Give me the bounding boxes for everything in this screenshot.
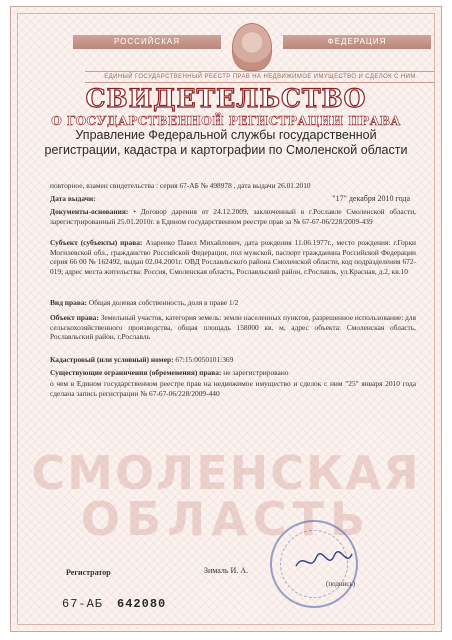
object-text: Земельный участок, категория земель: земли населенных пунктов, разрешенное использование: для сельскохозяйственного производства, общая площадь 158000 кв. м, адрес объекта: Смоленская область, Рославльский район, г.Рославль (50, 313, 416, 342)
registry-record-text: о чем в Едином государственном реестре прав на недвижимое имущество и сделок с ним "25" января 2010 года сделана запись регистрации № 67-67-06/228/2009-440 (50, 379, 416, 398)
subject-label: Субъект (субъекты) права: (50, 238, 143, 247)
documents-label: Документы-основания: (50, 207, 129, 216)
registrar-label: Регистратор (66, 568, 111, 577)
object-section (50, 313, 416, 342)
subject-text: Азаренко Павел Михайлович, дата рождения 11.06.1977г., место рождения: г.Горки Могилевской обл., гражданство Российской Федерации, пол мужской, паспорт гражданина Российской Федерации серия 66 00 № 162492, выдан 02.04.2001г. ОВД Рославльского района Смоленской области, код подразделения 672-019; адрес места жительства: Россия, Смоленская область, Рославльский район, г.Рославль, ул.Красная, д.2, кв.10 (50, 238, 416, 276)
repeat-issue-line: повторное, взамен свидетельства : серия 67-АБ № 498978 , дата выдачи 26.01.2010 (50, 181, 311, 190)
right-type-section (50, 298, 416, 308)
documents-section (50, 207, 416, 226)
document-title: СВИДЕТЕЛЬСТВО (85, 84, 367, 113)
watermark-line-1: СМОЛЕНСКАЯ (31, 446, 421, 500)
serial-series: 67-АБ (62, 597, 104, 611)
cadastral-label: Кадастровый (или условный) номер: (50, 355, 174, 364)
signature-mark (294, 548, 354, 574)
restrictions-text: не зарегистрировано (223, 368, 289, 377)
right-type-label: Вид права: (50, 298, 87, 307)
cadastral-number: 67:15:0050101:369 (175, 355, 234, 364)
cadastral-section (50, 355, 416, 365)
issuing-authority: Управление Федеральной службы государственной регистрации, кадастра и картографии по Смоленской области (44, 128, 408, 157)
documents-text: • Договор дарения от 24.12.2009, заключенный в г.Рославле Смоленской области, зарегистрированный 25.01.2010г. в Едином государственном реестре прав за № 67-67-06/228/2009-439 (50, 207, 416, 226)
band-left-text: РОССИЙСКАЯ (73, 35, 221, 49)
issue-date-label: Дата выдачи: (50, 194, 96, 203)
registrar-name: Зималь И. А. (204, 566, 249, 575)
signature-caption: (подпись) (326, 580, 356, 588)
object-label: Объект права: (50, 313, 99, 322)
certificate-serial (62, 597, 166, 611)
document-subtitle: О ГОСУДАРСТВЕННОЙ РЕГИСТРАЦИИ ПРАВА (51, 114, 401, 128)
restrictions-section (50, 368, 416, 378)
issue-date-value: "17" декабря 2010 года (332, 194, 410, 203)
right-type-text: Общая долевая собственность, доля в праве 1/2 (88, 298, 239, 307)
registry-banner: ЕДИНЫЙ ГОСУДАРСТВЕННЫЙ РЕЕСТР ПРАВ НА НЕДВИЖИМОЕ ИМУЩЕСТВО И СДЕЛОК С НИМ (85, 71, 435, 83)
watermark-line-2: ОБЛАСТЬ (80, 492, 372, 546)
subject-section (50, 238, 416, 276)
band-right-text: ФЕДЕРАЦИЯ (283, 35, 431, 49)
coat-of-arms-icon (232, 23, 272, 71)
serial-number: 642080 (117, 597, 167, 611)
header-emblem-band (33, 17, 441, 80)
restrictions-label: Существующие ограничения (обременения) права: (50, 368, 222, 377)
